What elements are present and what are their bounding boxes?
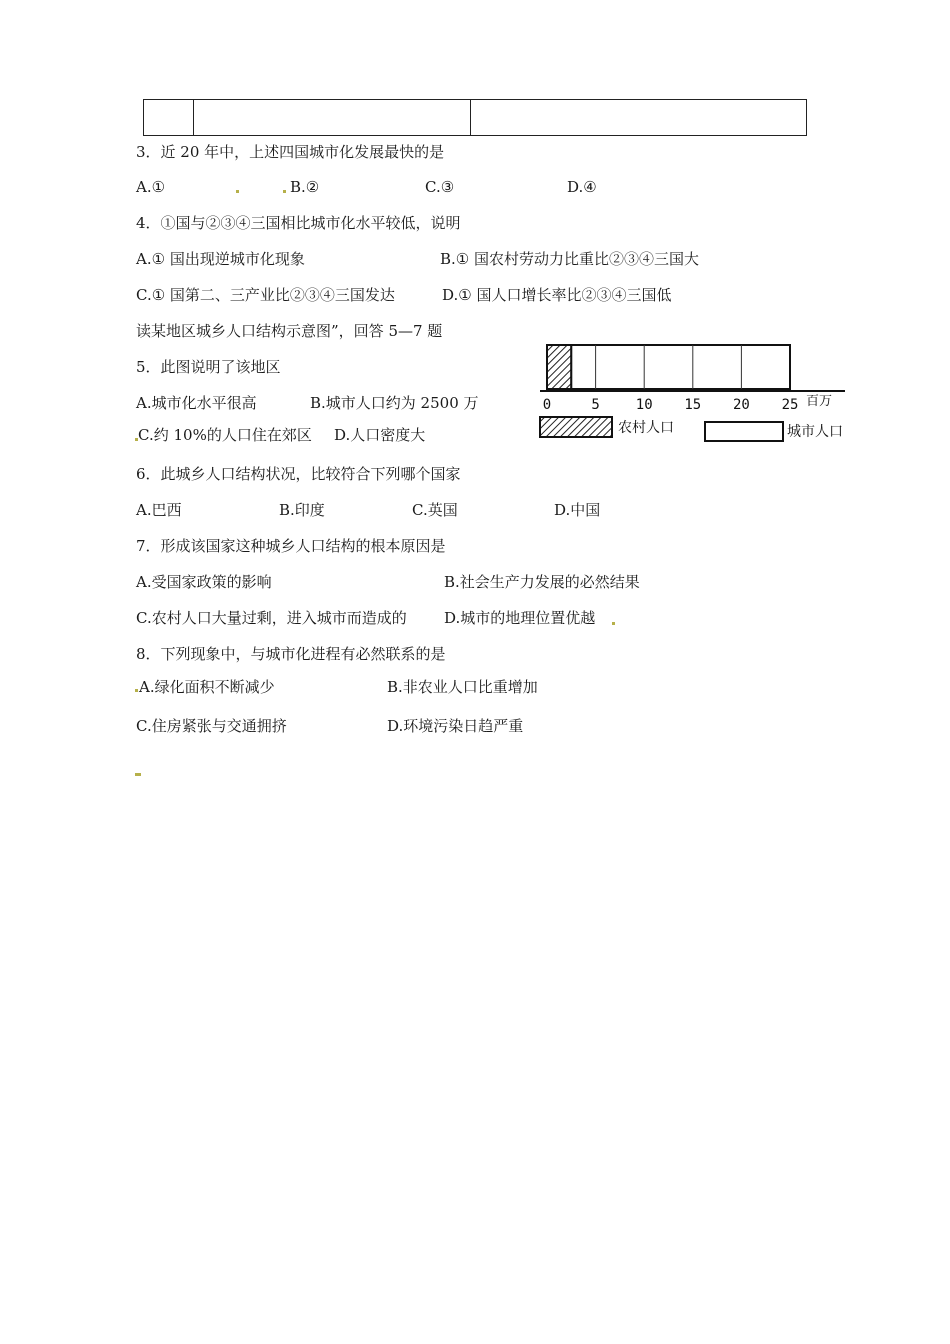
q8-option-a: A.绿化面积不断减少	[139, 678, 275, 696]
q8-stem: 8．下列现象中，与城市化进程有必然联系的是	[136, 645, 446, 663]
q8-option-c: C.住房紧张与交通拥挤	[136, 717, 287, 735]
q4-option-a: A.① 国出现逆城市化现象	[136, 250, 305, 268]
x-tick-label: 20	[732, 397, 750, 413]
q8-option-b: B.非农业人口比重增加	[387, 678, 538, 696]
legend-rural-swatch	[540, 417, 612, 437]
legend-urban-swatch	[705, 422, 783, 441]
q5-option-c: C.约 10%的人口住在郊区	[138, 426, 312, 444]
q4-option-d: D.① 国人口增长率比②③④三国低	[442, 286, 672, 304]
q3-stem: 3．近 20 年中，上述四国城市化发展最快的是	[136, 143, 445, 161]
legend-urban-label: 城市人口	[787, 424, 843, 440]
q7-option-b: B.社会生产力发展的必然结果	[444, 573, 640, 591]
unit-label: 百万	[806, 394, 833, 409]
q5-option-a: A.城市化水平很高	[136, 394, 257, 412]
x-tick-label: 0	[542, 397, 552, 413]
legend-rural-label: 农村人口	[618, 420, 674, 436]
scan-speck	[135, 773, 141, 776]
q7-stem: 7．形成该国家这种城乡人口结构的根本原因是	[136, 537, 446, 555]
x-tick-label: 10	[635, 397, 653, 413]
q4-stem: 4．①国与②③④三国相比城市化水平较低，说明	[136, 214, 461, 232]
q5-stem: 5．此图说明了该地区	[136, 358, 281, 376]
q7-option-c: C.农村人口大量过剩，进入城市而造成的	[136, 609, 407, 627]
table-divider	[193, 100, 194, 135]
x-tick-label: 5	[591, 397, 600, 413]
q3-option-c: C.③	[425, 178, 455, 196]
q3-option-a: A.①	[136, 178, 166, 196]
q3-option-d: D.④	[567, 178, 597, 196]
scan-speck	[135, 689, 138, 692]
scan-speck	[612, 622, 615, 625]
q7-option-a: A.受国家政策的影响	[136, 573, 272, 591]
urban-population-bar	[571, 345, 790, 389]
table-divider	[470, 100, 471, 135]
x-tick-label: 15	[684, 397, 702, 413]
answer-table	[143, 99, 807, 136]
q6-option-a: A.巴西	[136, 501, 182, 519]
rural-population-bar	[547, 345, 571, 389]
q8-option-d: D.环境污染日趋严重	[387, 717, 524, 735]
q5-option-d: D.人口密度大	[334, 426, 426, 444]
q6-option-c: C.英国	[412, 501, 458, 519]
q6-stem: 6．此城乡人口结构状况，比较符合下列哪个国家	[136, 465, 461, 483]
scan-speck	[283, 190, 286, 193]
q6-option-b: B.印度	[279, 501, 325, 519]
scan-speck	[135, 438, 138, 441]
q3-option-b: B.②	[290, 178, 320, 196]
q6-option-d: D.中国	[554, 501, 601, 519]
q4-option-c: C.① 国第二、三产业比②③④三国发达	[136, 286, 395, 304]
population-structure-chart	[520, 335, 860, 450]
q4-option-b: B.① 国农村劳动力比重比②③④三国大	[440, 250, 700, 268]
scan-speck	[236, 190, 239, 193]
x-tick-label: 25	[781, 397, 799, 413]
q5-option-b: B.城市人口约为 2500 万	[310, 394, 479, 412]
section-intro: 读某地区城乡人口结构示意图”，回答 5—7 题	[136, 322, 443, 340]
q7-option-d: D.城市的地理位置优越	[444, 609, 596, 627]
